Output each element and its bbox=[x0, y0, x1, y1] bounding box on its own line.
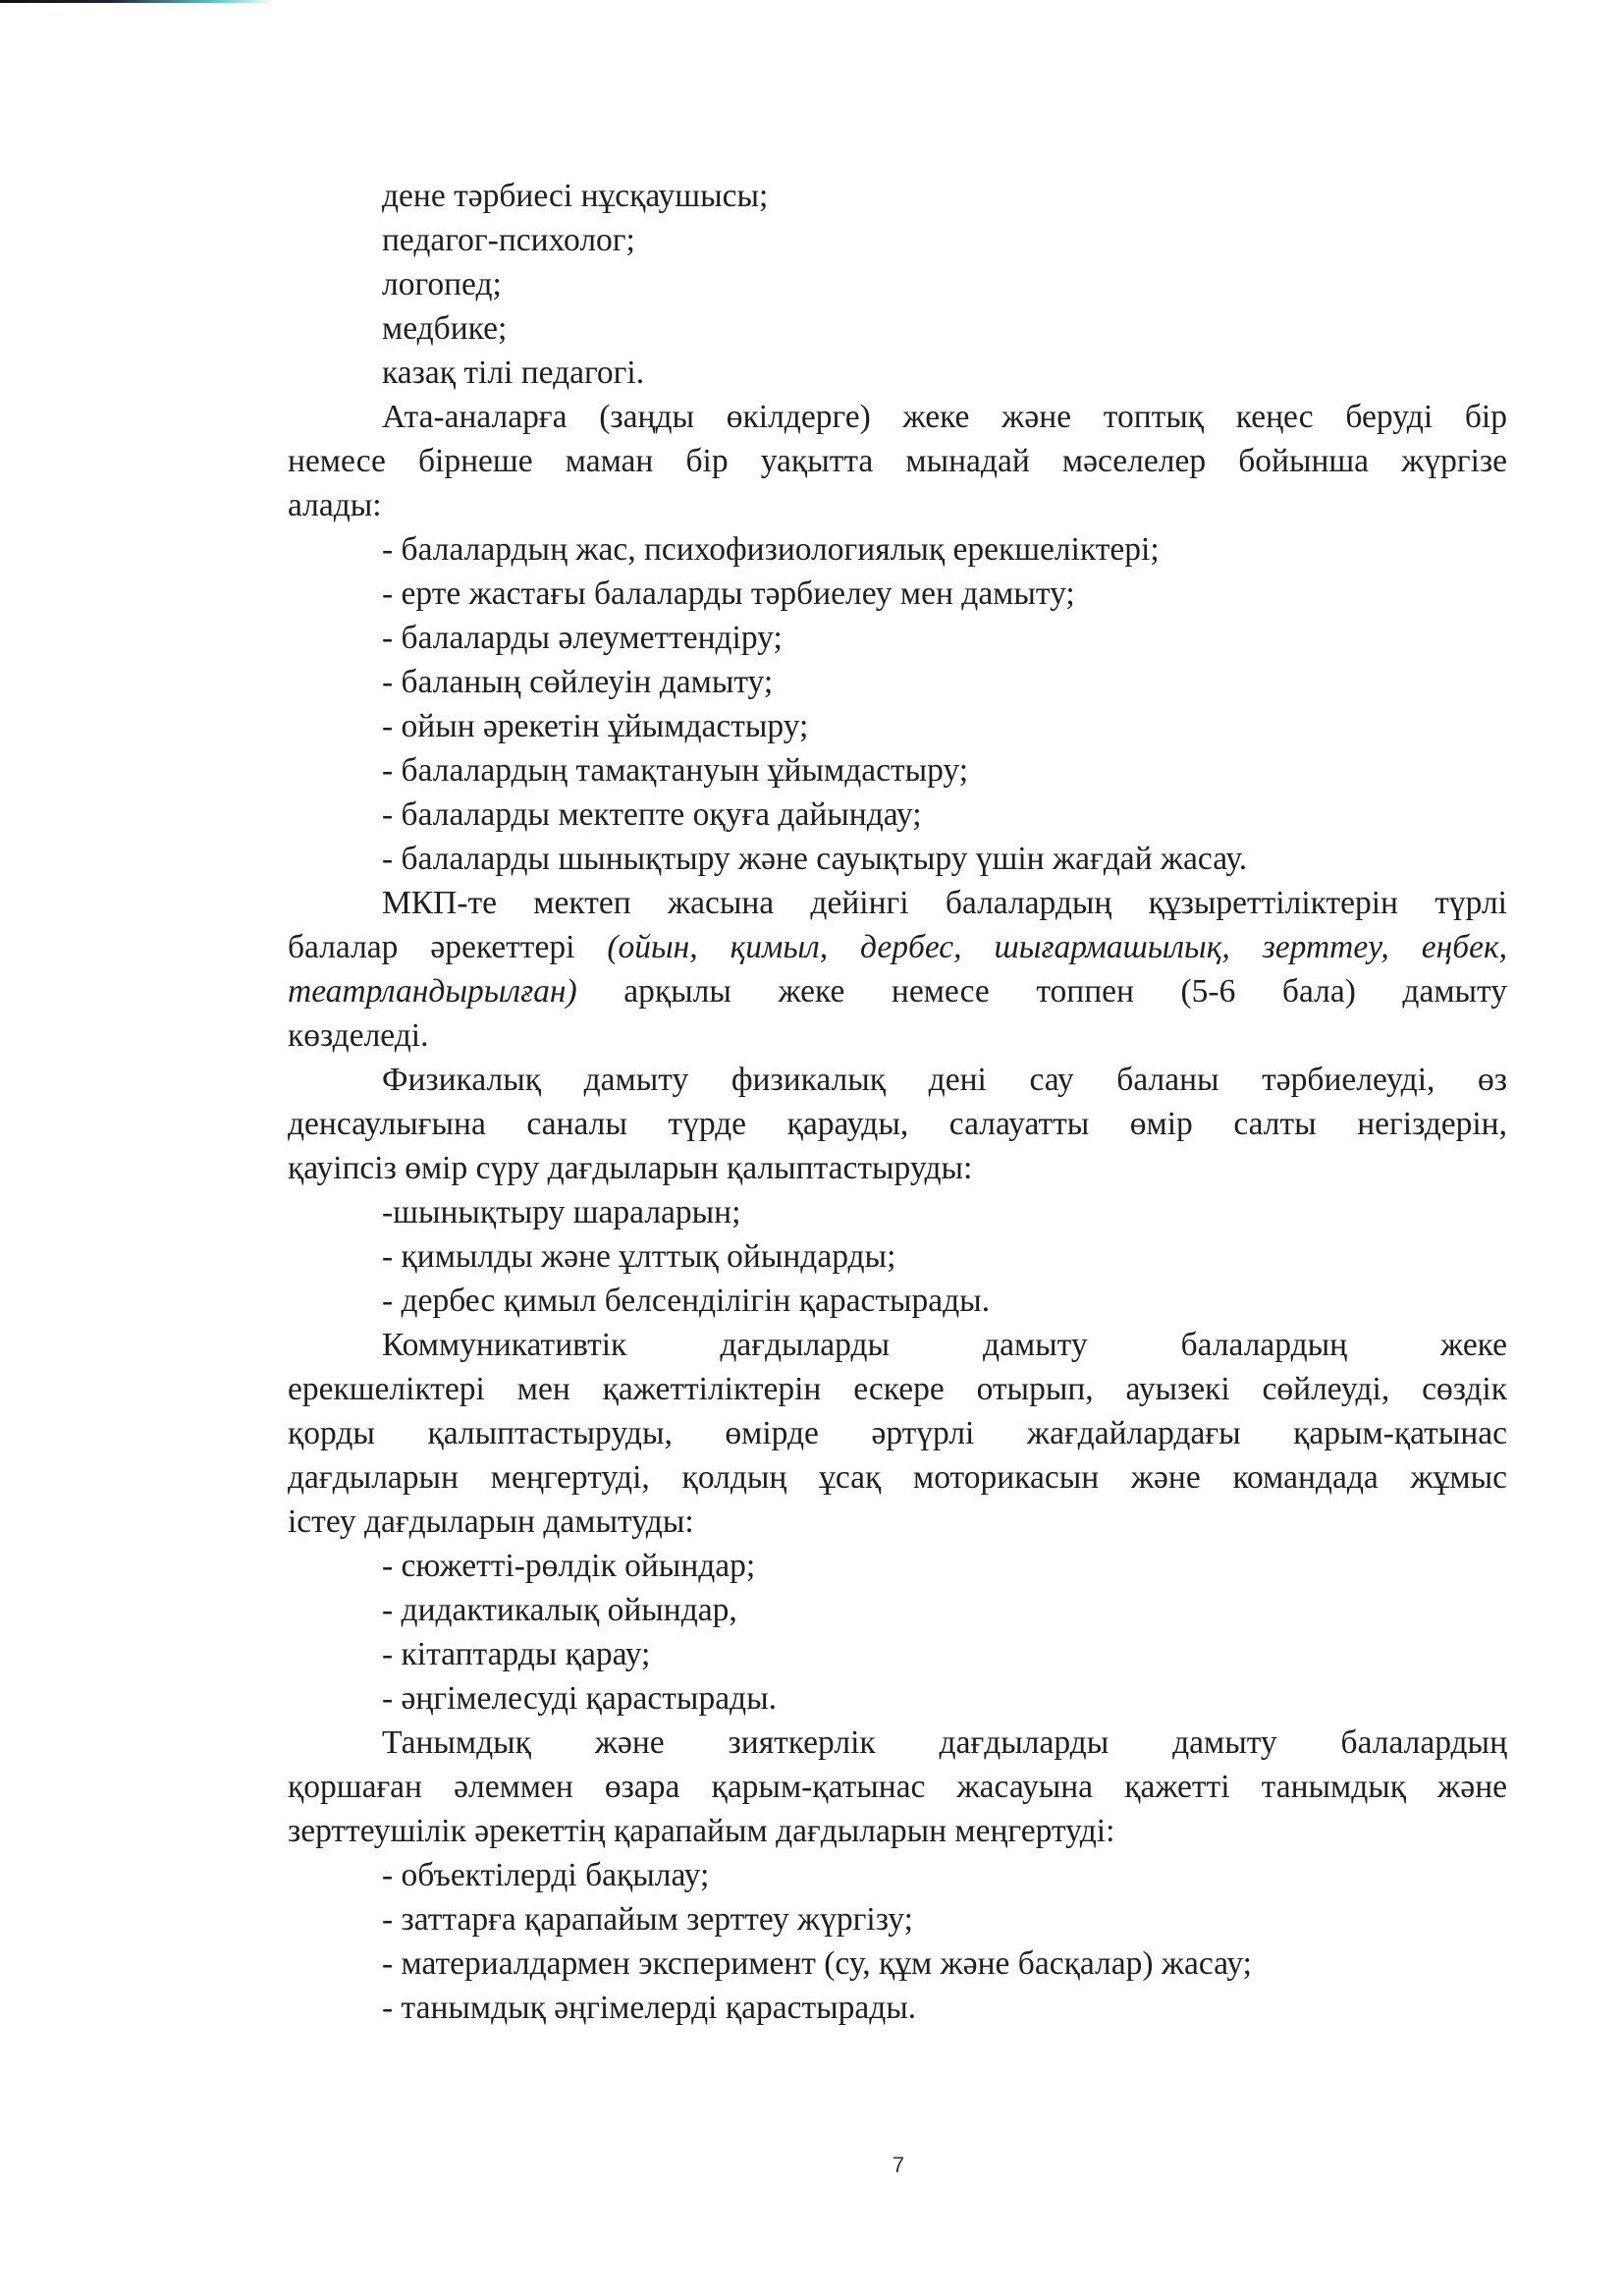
paragraph-line: немесе бірнеше маман бір уақытта мынадай мәселелер бойынша жүргізе bbox=[288, 443, 1507, 479]
paragraph-line: Танымдық және зияткерлік дағдыларды дамыту балалардың bbox=[382, 1724, 1507, 1761]
paragraph-line: МКП-те мектеп жасына дейінгі балалардың құзыреттіліктерін түрлі bbox=[382, 885, 1507, 921]
paragraph-line: денсаулығына саналы түрде қарауды, салауатты өмір салты негіздерін, bbox=[288, 1106, 1507, 1142]
list-item: - ерте жастағы балаларды тәрбиелеу мен дамыту; bbox=[382, 575, 1075, 612]
paragraph-line bbox=[288, 925, 1507, 969]
list-item: - объектілерді бақылау; bbox=[382, 1857, 710, 1893]
list-item: - дидактикалық ойындар, bbox=[382, 1592, 737, 1628]
paragraph-consultation bbox=[288, 395, 1507, 881]
document-page bbox=[288, 174, 1507, 2030]
list-item: - қимылды және ұлттық ойындарды; bbox=[382, 1238, 896, 1275]
list-item: - балалардың жас, психофизиологиялық ерекшеліктері; bbox=[382, 531, 1160, 568]
plain-text: балалар әрекеттері bbox=[288, 929, 608, 965]
list-item: - кітаптарды қарау; bbox=[382, 1636, 651, 1672]
paragraph-line: Физикалық дамыту физикалық дені сау баланы тәрбиелеуді, өз bbox=[382, 1062, 1507, 1098]
staff-item: казақ тілі педагогі. bbox=[382, 355, 645, 391]
paragraph-line: алады: bbox=[288, 487, 382, 523]
list-item: - балаларды мектепте оқуға дайындау; bbox=[382, 796, 922, 833]
paragraph-line: көзделеді. bbox=[288, 1017, 429, 1054]
list-item: - заттарға қарапайым зерттеу жүргізу; bbox=[382, 1901, 913, 1938]
paragraph-line: істеу дағдыларын дамытуды: bbox=[288, 1503, 694, 1540]
staff-item: логопед; bbox=[382, 266, 502, 302]
paragraph-mkp bbox=[288, 881, 1507, 1058]
list-item: - материалдармен эксперимент (су, құм және басқалар) жасау; bbox=[382, 1945, 1252, 1982]
paragraph-line: ерекшеліктері мен қажеттіліктерін ескере отырып, ауызекі сөйлеуді, сөздік bbox=[288, 1371, 1507, 1407]
scan-edge-artifact bbox=[0, 0, 275, 3]
paragraph-line: қоршаған әлеммен өзара қарым-қатынас жасауына қажетті танымдық және bbox=[288, 1769, 1507, 1805]
paragraph-cognitive bbox=[288, 1721, 1507, 2030]
paragraph-line: қауіпсіз өмір сүру дағдыларын қалыптастыруды: bbox=[288, 1150, 973, 1186]
italic-text: театрландырылған) bbox=[288, 973, 577, 1010]
paragraph-line: Коммуникативтік дағдыларды дамыту балалардың жеке bbox=[382, 1327, 1507, 1363]
list-item: - баланың сөйлеуін дамыту; bbox=[382, 664, 774, 700]
staff-item: педагог-психолог; bbox=[382, 222, 635, 258]
paragraph-line: дағдыларын меңгертуді, қолдың ұсақ моторикасын және командада жұмыс bbox=[288, 1459, 1507, 1496]
plain-text: арқылы жеке немесе топпен (5-6 бала) дамыту bbox=[576, 973, 1507, 1010]
staff-item: медбике; bbox=[382, 310, 508, 347]
list-item: - сюжетті-рөлдік ойындар; bbox=[382, 1548, 756, 1584]
list-item: - әңгімелесуді қарастырады. bbox=[382, 1680, 777, 1717]
list-item: - танымдық әңгімелерді қарастырады. bbox=[382, 1990, 917, 2026]
paragraph-line: зерттеушілік әрекеттің қарапайым дағдыларын меңгертуді: bbox=[288, 1813, 1115, 1849]
paragraph-line bbox=[288, 969, 1507, 1013]
list-item: - дербес қимыл белсенділігін қарастырады. bbox=[382, 1283, 991, 1319]
staff-item: дене тәрбиесі нұсқаушысы; bbox=[382, 178, 769, 214]
italic-text: (ойын, қимыл, дербес, шығармашылық, зерттеу, еңбек, bbox=[607, 929, 1507, 965]
paragraph-line: қорды қалыптастыруды, өмірде әртүрлі жағдайлардағы қарым-қатынас bbox=[288, 1415, 1507, 1451]
paragraph-communicative bbox=[288, 1323, 1507, 1721]
list-item: - балалардың тамақтануын ұйымдастыру; bbox=[382, 752, 969, 789]
list-item: -шынықтыру шараларын; bbox=[382, 1194, 741, 1230]
paragraph-physical bbox=[288, 1058, 1507, 1323]
paragraph-line: Ата-аналарға (заңды өкілдерге) жеке және топтық кеңес беруді бір bbox=[382, 399, 1507, 435]
page-number: 7 bbox=[892, 2153, 905, 2177]
staff-list bbox=[288, 174, 1507, 395]
list-item: - балаларды шынықтыру және сауықтыру үшін жағдай жасау. bbox=[382, 841, 1248, 877]
list-item: - ойын әрекетін ұйымдастыру; bbox=[382, 708, 809, 744]
list-item: - балаларды әлеуметтендіру; bbox=[382, 620, 783, 656]
